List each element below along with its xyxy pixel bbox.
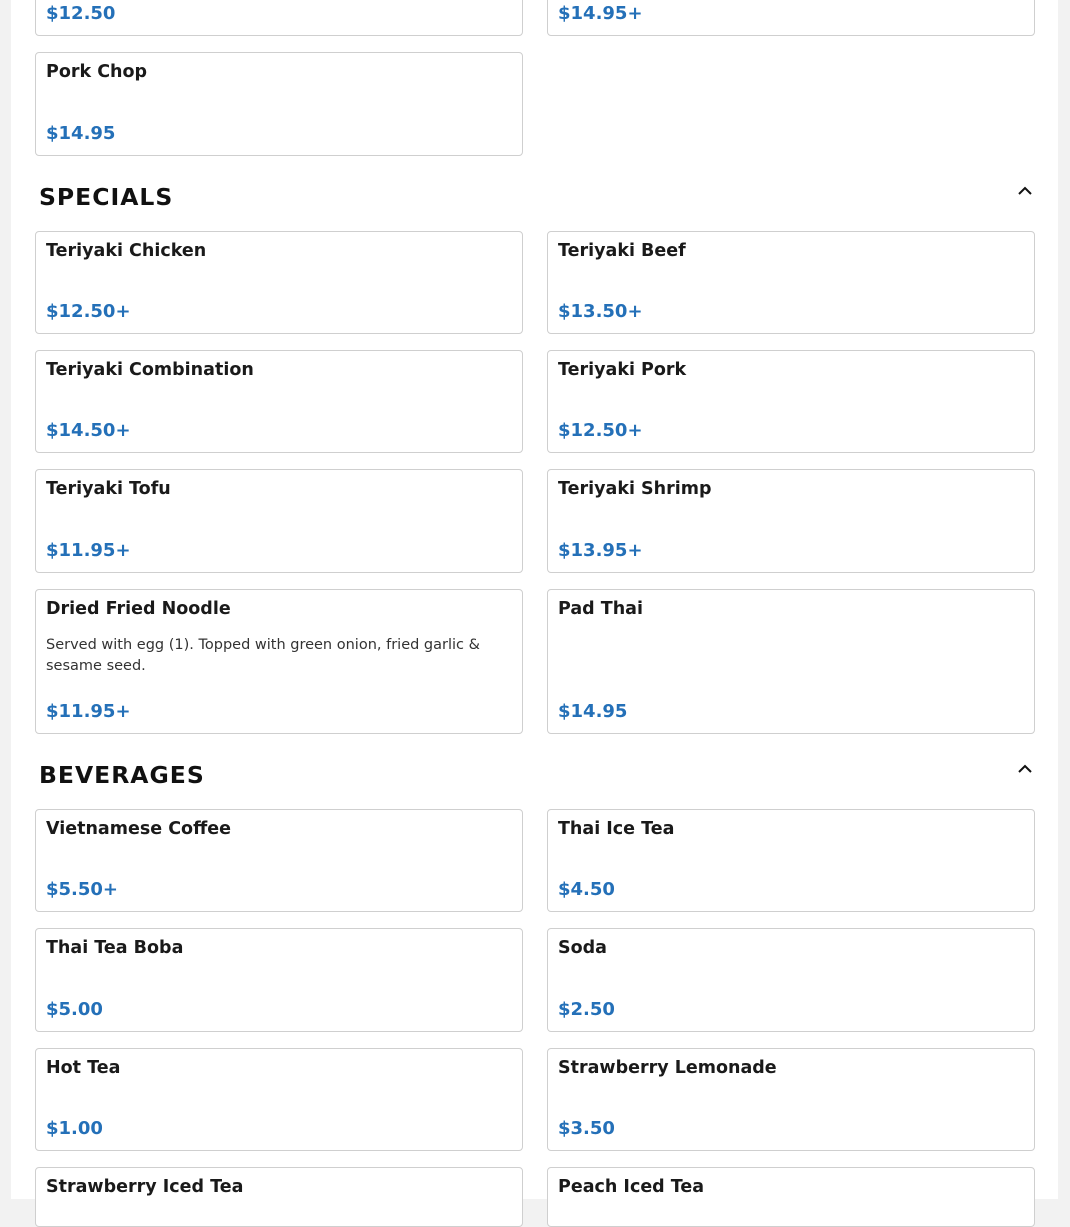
- item-description: Served with egg (1). Topped with green onion, fried garlic & sesame seed.: [46, 637, 480, 674]
- menu-item-card[interactable]: [35, 809, 523, 912]
- item-price: $5.00: [46, 999, 103, 1020]
- item-name: Thai Tea Boba: [46, 938, 184, 958]
- item-name: Teriyaki Shrimp: [558, 479, 712, 499]
- item-price: $12.50+: [558, 420, 643, 441]
- menu-item-card[interactable]: [547, 928, 1035, 1032]
- item-name: Strawberry Iced Tea: [46, 1177, 244, 1197]
- menu-page: [11, 0, 1058, 1199]
- item-price: $13.50+: [558, 301, 643, 322]
- item-price: $14.95: [558, 701, 628, 722]
- item-name: Thai Ice Tea: [558, 819, 675, 839]
- item-name: Teriyaki Beef: [558, 241, 686, 261]
- item-price: $4.50: [558, 879, 615, 900]
- item-name: Pork Chop: [46, 62, 148, 82]
- item-name: Strawberry Lemonade: [558, 1058, 777, 1078]
- item-price: $1.00: [46, 1118, 103, 1139]
- item-price: $11.95+: [46, 540, 131, 561]
- item-price: $5.50+: [46, 879, 119, 900]
- section-title-beverages: BEVERAGES: [39, 761, 205, 789]
- menu-item-card[interactable]: [547, 809, 1035, 912]
- menu-item-card[interactable]: [547, 469, 1035, 573]
- item-price: $14.95+: [558, 3, 643, 24]
- item-price: $11.95+: [46, 701, 131, 722]
- menu-item-card[interactable]: [547, 231, 1035, 334]
- item-price: $12.50+: [46, 301, 131, 322]
- item-price: $3.50: [558, 1118, 615, 1139]
- menu-item-card[interactable]: [547, 0, 1035, 36]
- item-name: Vietnamese Coffee: [46, 819, 231, 839]
- menu-item-card[interactable]: [35, 928, 523, 1032]
- menu-item-card[interactable]: [547, 1048, 1035, 1151]
- menu-item-card[interactable]: [547, 589, 1035, 734]
- item-name: Dried Fried Noodle: [46, 599, 231, 619]
- item-name: Pad Thai: [558, 599, 643, 619]
- menu-item-card[interactable]: [35, 350, 523, 453]
- chevron-up-icon[interactable]: [1016, 183, 1034, 197]
- menu-item-card[interactable]: [547, 1167, 1035, 1227]
- menu-item-card[interactable]: [35, 1167, 523, 1227]
- menu-item-card[interactable]: [35, 589, 523, 734]
- item-name: Teriyaki Tofu: [46, 479, 171, 499]
- section-title-specials: SPECIALS: [39, 183, 174, 211]
- menu-item-card[interactable]: [547, 350, 1035, 453]
- item-price: $2.50: [558, 999, 615, 1020]
- item-price: $13.95+: [558, 540, 643, 561]
- item-name: Soda: [558, 938, 607, 958]
- item-name: Teriyaki Pork: [558, 360, 687, 380]
- item-name: Peach Iced Tea: [558, 1177, 705, 1197]
- item-price: $14.95: [46, 123, 116, 144]
- item-name: Teriyaki Chicken: [46, 241, 207, 261]
- menu-item-card[interactable]: [35, 1048, 523, 1151]
- menu-item-card[interactable]: [35, 469, 523, 573]
- menu-item-card[interactable]: [35, 52, 523, 156]
- item-price: $14.50+: [46, 420, 131, 441]
- item-name: Teriyaki Combination: [46, 360, 254, 380]
- item-name: Hot Tea: [46, 1058, 121, 1078]
- item-price: $12.50: [46, 3, 116, 24]
- menu-item-card[interactable]: [35, 0, 523, 36]
- chevron-up-icon[interactable]: [1016, 761, 1034, 775]
- menu-item-card[interactable]: [35, 231, 523, 334]
